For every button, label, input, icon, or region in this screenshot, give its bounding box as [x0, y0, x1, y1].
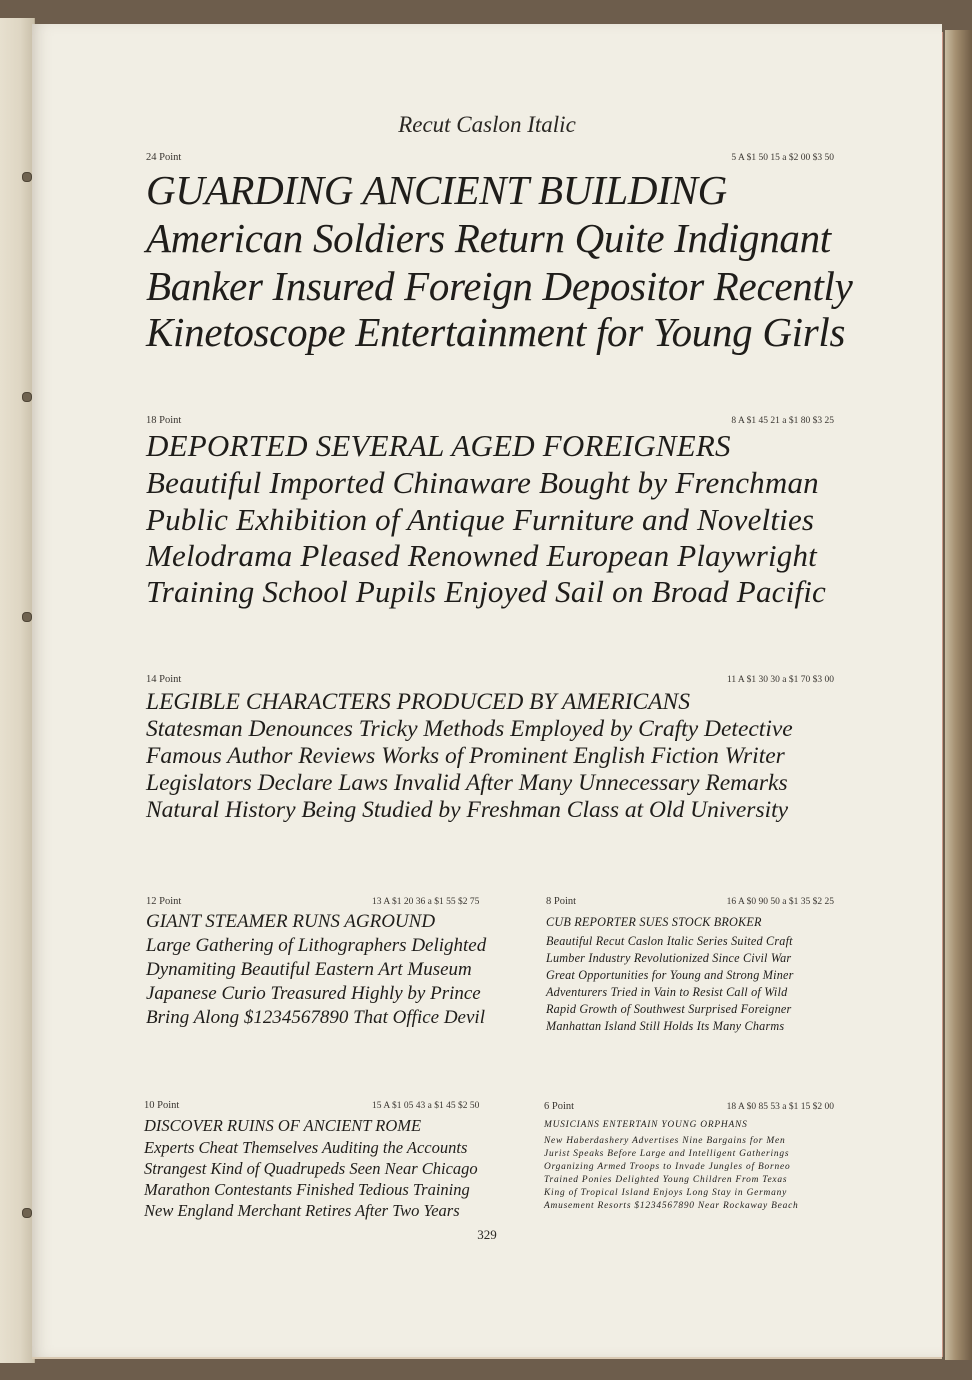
specimen-line: Jurist Speaks Before Large and Intelligent Gatherings [544, 1149, 790, 1159]
specimen-line: Kinetoscope Entertainment for Young Girls [146, 309, 846, 355]
price-label: 18 A $0 85 53 a $1 15 $2 00 [726, 1102, 834, 1112]
specimen-line: Training School Pupils Enjoyed Sail on Broad Pacific [146, 574, 827, 609]
size-label: 18 Point [146, 415, 182, 426]
specimen-line: Adventurers Tried in Vain to Resist Call of Wild [546, 985, 788, 999]
specimen-line: Organizing Armed Troops to Invade Jungles of Borneo [544, 1162, 791, 1172]
specimen-line: Japanese Curio Treasured Highly by Prince [146, 983, 481, 1004]
price-label: 5 A $1 50 15 a $2 00 $3 50 [731, 153, 834, 163]
specimen-line: Beautiful Recut Caslon Italic Series Suited Craft [546, 934, 793, 948]
specimen-line: Melodrama Pleased Renowned European Playwright [146, 538, 817, 573]
size-label: 6 Point [544, 1101, 575, 1112]
binding-stitch [22, 392, 32, 402]
specimen-line: Experts Cheat Themselves Auditing the Accounts [144, 1138, 468, 1157]
book-cover-edge [945, 30, 972, 1360]
price-label: 13 A $1 20 36 a $1 55 $2 75 [372, 897, 480, 907]
specimen-line: GUARDING ANCIENT BUILDING [146, 167, 727, 213]
facing-page-edge [0, 18, 35, 1363]
specimen-line: Marathon Contestants Finished Tedious Training [144, 1180, 470, 1199]
specimen-line: Public Exhibition of Antique Furniture and Novelties [146, 502, 815, 537]
price-label: 11 A $1 30 30 a $1 70 $3 00 [726, 675, 834, 685]
price-label: 16 A $0 90 50 a $1 35 $2 25 [726, 897, 834, 907]
binding-stitch [22, 172, 32, 182]
specimen-line: LEGIBLE CHARACTERS PRODUCED BY AMERICANS [146, 689, 690, 715]
specimen-line: Famous Author Reviews Works of Prominent English Fiction Writer [146, 743, 785, 769]
size-label: 14 Point [146, 674, 182, 685]
specimen-line: Lumber Industry Revolutionized Since Civil War [546, 951, 792, 965]
specimen-line: Rapid Growth of Southwest Surprised Foreigner [546, 1002, 792, 1016]
specimen-line: King of Tropical Island Enjoys Long Stay in Germany [544, 1188, 788, 1198]
specimen-line: Large Gathering of Lithographers Delighted [146, 935, 487, 956]
binding-stitch [22, 1208, 32, 1218]
specimen-line: MUSICIANS ENTERTAIN YOUNG ORPHANS [544, 1120, 748, 1130]
specimen-line: Strangest Kind of Quadrupeds Seen Near Chicago [144, 1159, 478, 1178]
specimen-line: CUB REPORTER SUES STOCK BROKER [546, 915, 762, 929]
specimen-line: Natural History Being Studied by Freshman Class at Old University [146, 797, 789, 823]
specimen-line: GIANT STEAMER RUNS AGROUND [146, 911, 436, 932]
specimen-line: DISCOVER RUINS OF ANCIENT ROME [144, 1116, 422, 1135]
specimen-line: Trained Ponies Delighted Young Children From Texas [544, 1175, 788, 1185]
price-label: 15 A $1 05 43 a $1 45 $2 50 [372, 1101, 480, 1111]
specimen-line: New Haberdashery Advertises Nine Bargains for Men [544, 1136, 786, 1146]
specimen-line: DEPORTED SEVERAL AGED FOREIGNERS [146, 428, 731, 463]
specimen-line: Bring Along $1234567890 That Office Devil [146, 1007, 485, 1028]
specimen-page [32, 24, 942, 1359]
specimen-line: Amusement Resorts $1234567890 Near Rockaway Beach [544, 1201, 799, 1211]
size-label: 10 Point [144, 1100, 180, 1111]
size-label: 24 Point [146, 152, 182, 163]
specimen-line: New England Merchant Retires After Two Years [144, 1201, 460, 1220]
page-number: 329 [477, 1227, 497, 1242]
specimen-line: Beautiful Imported Chinaware Bought by Frenchman [146, 465, 819, 500]
price-label: 8 A $1 45 21 a $1 80 $3 25 [731, 416, 834, 426]
specimen-line: Great Opportunities for Young and Strong Miner [546, 968, 794, 982]
specimen-line: Dynamiting Beautiful Eastern Art Museum [146, 959, 472, 980]
specimen-line: Legislators Declare Laws Invalid After Many Unnecessary Remarks [146, 770, 788, 796]
size-label: 12 Point [146, 896, 182, 907]
specimen-line: Banker Insured Foreign Depositor Recently [146, 263, 853, 309]
page-title: Recut Caslon Italic [398, 112, 576, 137]
binding-stitch [22, 612, 32, 622]
specimen-line: Manhattan Island Still Holds Its Many Charms [546, 1019, 785, 1033]
specimen-line: Statesman Denounces Tricky Methods Employed by Crafty Detective [146, 716, 793, 742]
specimen-line: American Soldiers Return Quite Indignant [146, 215, 831, 261]
size-label: 8 Point [546, 896, 577, 907]
